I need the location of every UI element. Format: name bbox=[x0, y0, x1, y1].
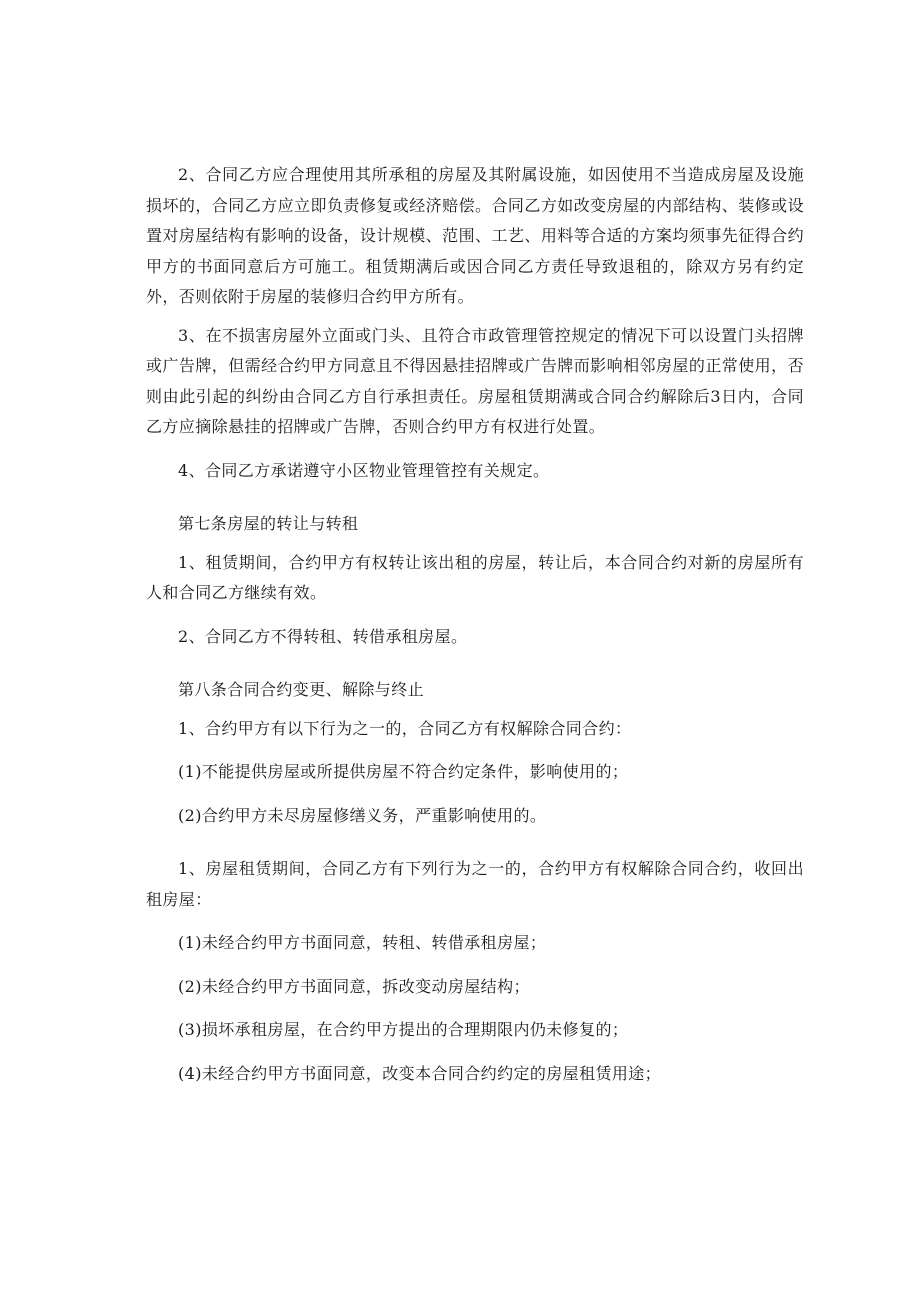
paragraph-article-8-sub-2: (2)合约甲方未尽房屋修缮义务，严重影响使用的。 bbox=[178, 805, 547, 825]
paragraph-tenant-sub-3: (3)损坏承租房屋，在合约甲方提出的合理期限内仍未修复的； bbox=[178, 1020, 629, 1039]
paragraph-article-7-item-1: 1、租赁期间，合约甲方有权转让该出租的房屋，转让后，本合同合约对新的房屋所有人和合同乙方继续有效。 bbox=[146, 552, 804, 602]
paragraph-tenant-termination: 1、房屋租赁期间，合同乙方有下列行为之一的，合约甲方有权解除合同合约，收回出租房屋： bbox=[146, 859, 804, 909]
paragraph-article-8-item-1: 1、合约甲方有以下行为之一的，合同乙方有权解除合同合约： bbox=[178, 718, 632, 738]
paragraph-tenant-sub-4: (4)未经合约甲方书面同意，改变本合同合约约定的房屋租赁用途； bbox=[178, 1063, 662, 1083]
paragraph-clause-2: 2、合同乙方应合理使用其所承租的房屋及其附属设施，如因使用不当造成房屋及设施损坏的，合同乙方应立即负责修复或经济赔偿。合同乙方如改变房屋的内部结构、装修或设置对房屋结构有影响的设备，设计规模、范围、工艺、用料等合适的方案均须事先征得合约甲方的书面同意后方可施工。租赁期满后或因合同乙方责任导致退租的，除双方另有约定外，否则依附于房屋的装修归合约甲方所有。 bbox=[146, 165, 804, 306]
section-heading-article-7: 第七条房屋的转让与转租 bbox=[178, 514, 359, 533]
section-heading-article-8: 第八条合同合约变更、解除与终止 bbox=[178, 680, 425, 699]
paragraph-article-7-item-2: 2、合同乙方不得转租、转借承租房屋。 bbox=[178, 626, 468, 646]
document-page bbox=[146, 160, 804, 1089]
paragraph-clause-4: 4、合同乙方承诺遵守小区物业管理管控有关规定。 bbox=[178, 460, 550, 480]
paragraph-clause-3: 3、在不损害房屋外立面或门头、且符合市政管理管控规定的情况下可以设置门头招牌或广告牌，但需经合约甲方同意且不得因悬挂招牌或广告牌而影响相邻房屋的正常使用，否则由此引起的纠纷由合同乙方自行承担责任。房屋租赁期满或合同合约解除后3日内，合同乙方应摘除悬挂的招牌或广告牌，否则合约甲方有权进行处置。 bbox=[146, 325, 804, 436]
paragraph-tenant-sub-2: (2)未经合约甲方书面同意，拆改变动房屋结构； bbox=[178, 976, 530, 996]
paragraph-article-8-sub-1: (1)不能提供房屋或所提供房屋不符合约定条件，影响使用的； bbox=[178, 762, 629, 781]
paragraph-tenant-sub-1: (1)未经合约甲方书面同意，转租、转借承租房屋； bbox=[178, 933, 547, 952]
